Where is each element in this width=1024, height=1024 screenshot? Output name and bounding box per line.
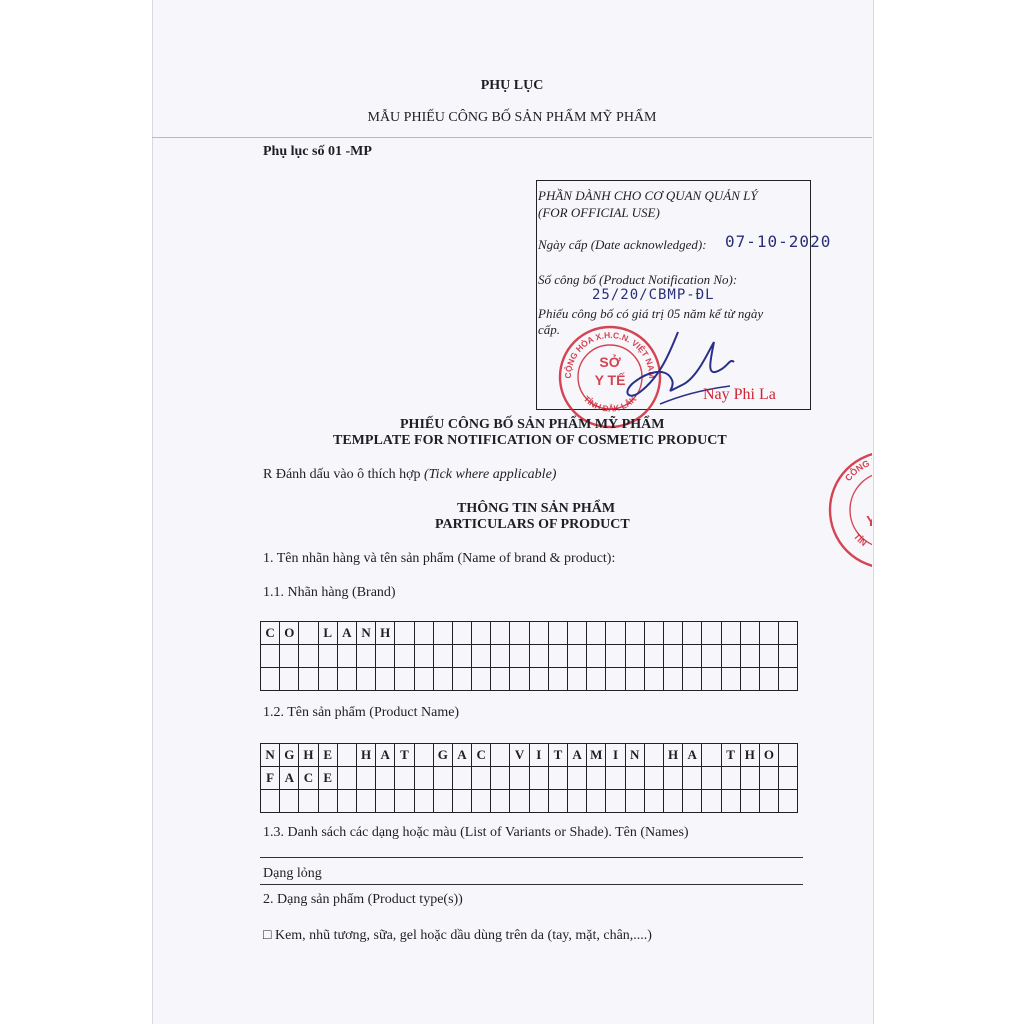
product-grid-cell: N [261, 744, 280, 767]
tick-note-en: (Tick where applicable) [424, 467, 557, 482]
product-grid-cell: A [376, 744, 395, 767]
question-1: 1. Tên nhãn hàng và tên sản phẩm (Name of brand & product): [263, 551, 616, 566]
brand-grid [260, 621, 798, 691]
product-grid-cell [683, 790, 702, 813]
brand-grid-cell [433, 668, 452, 691]
product-grid-cell: N [625, 744, 644, 767]
product-grid-cell [529, 790, 548, 813]
brand-grid-cell [663, 622, 682, 645]
product-grid-cell: A [280, 767, 299, 790]
product-grid-cell: A [452, 744, 471, 767]
brand-grid-cell [548, 645, 567, 668]
brand-grid-cell [491, 645, 510, 668]
brand-grid-cell [395, 645, 414, 668]
product-grid-cell: V [510, 744, 529, 767]
brand-grid-cell [644, 622, 663, 645]
brand-grid-cell [721, 645, 740, 668]
appendix-subtitle: MẪU PHIẾU CÔNG BỐ SẢN PHẨM MỸ PHẨM [367, 110, 657, 125]
brand-grid-cell [587, 645, 606, 668]
product-grid-cell: H [663, 744, 682, 767]
brand-grid-cell [548, 622, 567, 645]
brand-grid-cell [740, 668, 759, 691]
brand-grid-cell [625, 645, 644, 668]
brand-grid-cell [663, 668, 682, 691]
date-label: Ngày cấp (Date acknowledged): [538, 237, 707, 252]
brand-grid-cell [759, 622, 778, 645]
brand-grid-cell [261, 668, 280, 691]
brand-grid-cell [606, 668, 625, 691]
product-grid-cell [548, 767, 567, 790]
brand-grid-cell [337, 645, 356, 668]
brand-grid-cell [702, 668, 721, 691]
product-grid-cell: G [433, 744, 452, 767]
product-grid-row [261, 744, 798, 767]
product-grid-cell: E [318, 744, 337, 767]
brand-grid-cell [280, 645, 299, 668]
appendix-title: PHỤ LỤC [480, 78, 544, 93]
product-grid-cell: E [318, 767, 337, 790]
signer-name: Nay Phi La [703, 386, 776, 403]
brand-grid-cell [376, 668, 395, 691]
brand-grid-cell [356, 645, 375, 668]
stamp-bottom-text: TỈNH ĐẮK LẮK [581, 393, 639, 414]
product-grid-cell [740, 767, 759, 790]
brand-grid-cell [779, 645, 798, 668]
stamp-center-line-1: SỞ [599, 354, 621, 370]
brand-grid-cell [529, 622, 548, 645]
product-grid-cell [644, 790, 663, 813]
product-grid-cell [779, 767, 798, 790]
brand-grid-cell [472, 668, 491, 691]
brand-grid-row [261, 668, 798, 691]
brand-grid-cell [587, 668, 606, 691]
brand-grid-cell [510, 645, 529, 668]
product-grid-cell: T [395, 744, 414, 767]
brand-grid-cell [721, 668, 740, 691]
product-grid-cell [491, 767, 510, 790]
brand-grid-cell [452, 645, 471, 668]
product-grid-cell: T [548, 744, 567, 767]
product-grid-cell [587, 790, 606, 813]
header-divider [152, 137, 872, 138]
brand-grid-cell [683, 645, 702, 668]
product-grid-cell: A [683, 744, 702, 767]
brand-grid-cell [606, 622, 625, 645]
product-grid-cell [644, 767, 663, 790]
product-grid-cell [472, 767, 491, 790]
brand-grid-cell [414, 622, 433, 645]
product-grid-cell [721, 767, 740, 790]
brand-grid-cell [395, 622, 414, 645]
product-grid-cell [568, 767, 587, 790]
brand-grid-cell [625, 668, 644, 691]
edge-stamp-clip [826, 448, 903, 572]
product-grid-cell [414, 744, 433, 767]
brand-grid-cell [548, 668, 567, 691]
edge-stamp-center: Y [866, 513, 877, 530]
validity-line-1: Phiếu công bố có giá trị 05 năm kể từ ngày [538, 306, 764, 321]
annex-number: Phụ lục số 01 -MP [263, 144, 372, 159]
product-grid-cell [452, 767, 471, 790]
product-grid-cell [356, 790, 375, 813]
product-grid-cell [702, 767, 721, 790]
product-grid-cell [721, 790, 740, 813]
product-grid-cell: H [740, 744, 759, 767]
form-title-en: TEMPLATE FOR NOTIFICATION OF COSMETIC PRODUCT [333, 433, 727, 448]
tick-note-vi: R Đánh dấu vào ô thích hợp [263, 467, 421, 482]
product-grid-cell: F [261, 767, 280, 790]
product-grid-cell [779, 790, 798, 813]
section-title-en: PARTICULARS OF PRODUCT [435, 517, 630, 532]
variant-value: Dạng lỏng [263, 866, 322, 881]
product-grid-cell [529, 767, 548, 790]
brand-grid-cell [491, 622, 510, 645]
brand-grid-cell [337, 668, 356, 691]
brand-grid-cell [318, 668, 337, 691]
product-grid-cell [491, 744, 510, 767]
brand-grid-cell [299, 622, 318, 645]
product-grid-cell [606, 767, 625, 790]
brand-grid-cell: L [318, 622, 337, 645]
stamp-ring-text: CỘNG HÒA X.H.C.N. VIỆT NAM [562, 329, 658, 379]
brand-grid-cell [433, 645, 452, 668]
brand-grid-cell [644, 645, 663, 668]
product-grid-cell: A [568, 744, 587, 767]
edge-red-stamp [826, 448, 903, 572]
product-grid-cell [759, 790, 778, 813]
product-grid-cell [663, 767, 682, 790]
brand-grid-cell [261, 645, 280, 668]
stamp-center-line-2: Y TẾ [594, 372, 626, 388]
product-grid-cell: M [587, 744, 606, 767]
product-grid-cell: H [356, 744, 375, 767]
brand-grid-cell: C [261, 622, 280, 645]
edge-stamp-bottom-text: TỈN [851, 531, 869, 549]
product-grid-cell [740, 790, 759, 813]
product-grid-cell [568, 790, 587, 813]
product-grid-cell [625, 790, 644, 813]
brand-grid-row [261, 645, 798, 668]
svg-text:TỈN [852, 531, 869, 548]
notification-value: 25/20/CBMP-ĐL [592, 287, 715, 303]
brand-grid-cell [376, 645, 395, 668]
brand-grid-cell [356, 668, 375, 691]
notification-label: Số công bố (Product Notification No): [538, 272, 738, 287]
official-heading-en: (FOR OFFICIAL USE) [538, 205, 660, 220]
brand-grid-cell [510, 668, 529, 691]
product-grid-cell [779, 744, 798, 767]
brand-grid-cell [779, 622, 798, 645]
question-1-2: 1.2. Tên sản phẩm (Product Name) [263, 705, 460, 720]
validity-line-2: cấp. [538, 322, 561, 337]
product-name-grid [260, 743, 798, 813]
brand-grid-cell [472, 622, 491, 645]
brand-grid-cell [702, 645, 721, 668]
product-grid-cell [702, 790, 721, 813]
product-grid-cell: I [606, 744, 625, 767]
product-grid-cell [587, 767, 606, 790]
brand-grid-cell: O [280, 622, 299, 645]
product-grid-cell [414, 767, 433, 790]
brand-grid-cell [721, 622, 740, 645]
product-grid-cell [702, 744, 721, 767]
product-grid-cell [318, 790, 337, 813]
brand-grid-cell [299, 668, 318, 691]
product-grid-cell [261, 790, 280, 813]
brand-grid-cell [433, 622, 452, 645]
brand-grid-cell [568, 645, 587, 668]
product-grid-cell [414, 790, 433, 813]
product-type-option: □ Kem, nhũ tương, sữa, gel hoặc dầu dùng trên da (tay, mặt, chân,....) [263, 928, 652, 943]
brand-grid-cell [529, 645, 548, 668]
product-grid-cell [548, 790, 567, 813]
product-grid-cell [625, 767, 644, 790]
product-grid-cell [376, 790, 395, 813]
brand-grid-cell [491, 668, 510, 691]
date-value: 07-10-2020 [725, 232, 832, 251]
product-grid-cell [280, 790, 299, 813]
brand-grid-cell [529, 668, 548, 691]
product-grid-row [261, 767, 798, 790]
product-grid-cell [510, 790, 529, 813]
tick-note [263, 467, 556, 483]
product-grid-cell [337, 767, 356, 790]
official-heading-vi: PHẦN DÀNH CHO CƠ QUAN QUẢN LÝ [538, 188, 758, 203]
brand-grid-cell [606, 645, 625, 668]
product-grid-cell [299, 790, 318, 813]
brand-grid-cell [683, 668, 702, 691]
product-grid-cell [663, 790, 682, 813]
brand-grid-cell: H [376, 622, 395, 645]
brand-grid-cell: A [337, 622, 356, 645]
brand-grid-cell [568, 668, 587, 691]
brand-grid-cell: N [356, 622, 375, 645]
brand-grid-cell [414, 668, 433, 691]
brand-grid-cell [625, 622, 644, 645]
product-grid-cell: G [280, 744, 299, 767]
question-1-3: 1.3. Danh sách các dạng hoặc màu (List of Variants or Shade). Tên (Names) [263, 825, 689, 840]
brand-grid-cell [587, 622, 606, 645]
product-grid-cell [433, 790, 452, 813]
product-grid-cell [491, 790, 510, 813]
form-title-vi: PHIẾU CÔNG BỐ SẢN PHẨM MỸ PHẨM [400, 417, 665, 432]
product-grid-cell [452, 790, 471, 813]
brand-grid-cell [644, 668, 663, 691]
product-grid-cell: C [472, 744, 491, 767]
product-grid-cell: O [759, 744, 778, 767]
brand-grid-cell [740, 645, 759, 668]
product-grid-cell: H [299, 744, 318, 767]
product-grid-cell [395, 790, 414, 813]
brand-grid-cell [318, 645, 337, 668]
product-grid-cell [683, 767, 702, 790]
brand-grid-cell [395, 668, 414, 691]
brand-grid-cell [702, 622, 721, 645]
section-title-vi: THÔNG TIN SẢN PHẨM [457, 501, 616, 516]
brand-grid-cell [452, 668, 471, 691]
brand-grid-cell [472, 645, 491, 668]
edge-stamp-ring-text: CÔNG HÒA X [842, 453, 903, 484]
brand-grid-cell [568, 622, 587, 645]
brand-grid-cell [452, 622, 471, 645]
product-grid-row [261, 790, 798, 813]
question-2: 2. Dạng sản phẩm (Product type(s)) [263, 892, 463, 907]
question-1-1: 1.1. Nhãn hàng (Brand) [263, 585, 396, 600]
brand-grid-cell [779, 668, 798, 691]
brand-grid-cell [299, 645, 318, 668]
product-grid-cell [759, 767, 778, 790]
brand-grid-cell [759, 645, 778, 668]
product-grid-cell [395, 767, 414, 790]
product-grid-cell: C [299, 767, 318, 790]
brand-grid-cell [740, 622, 759, 645]
brand-grid-cell [414, 645, 433, 668]
product-grid-cell [472, 790, 491, 813]
variant-line-1 [260, 857, 803, 858]
product-grid-cell [606, 790, 625, 813]
product-grid-cell [644, 744, 663, 767]
brand-grid-cell [663, 645, 682, 668]
brand-grid-cell [510, 622, 529, 645]
brand-grid-row [261, 622, 798, 645]
product-grid-cell [356, 767, 375, 790]
product-grid-cell [510, 767, 529, 790]
product-grid-cell [433, 767, 452, 790]
product-grid-cell: T [721, 744, 740, 767]
product-grid-cell [376, 767, 395, 790]
product-grid-cell [337, 744, 356, 767]
product-grid-cell: I [529, 744, 548, 767]
brand-grid-cell [759, 668, 778, 691]
product-grid-cell [337, 790, 356, 813]
brand-grid-cell [683, 622, 702, 645]
variant-line-2 [260, 884, 803, 885]
brand-grid-cell [280, 668, 299, 691]
